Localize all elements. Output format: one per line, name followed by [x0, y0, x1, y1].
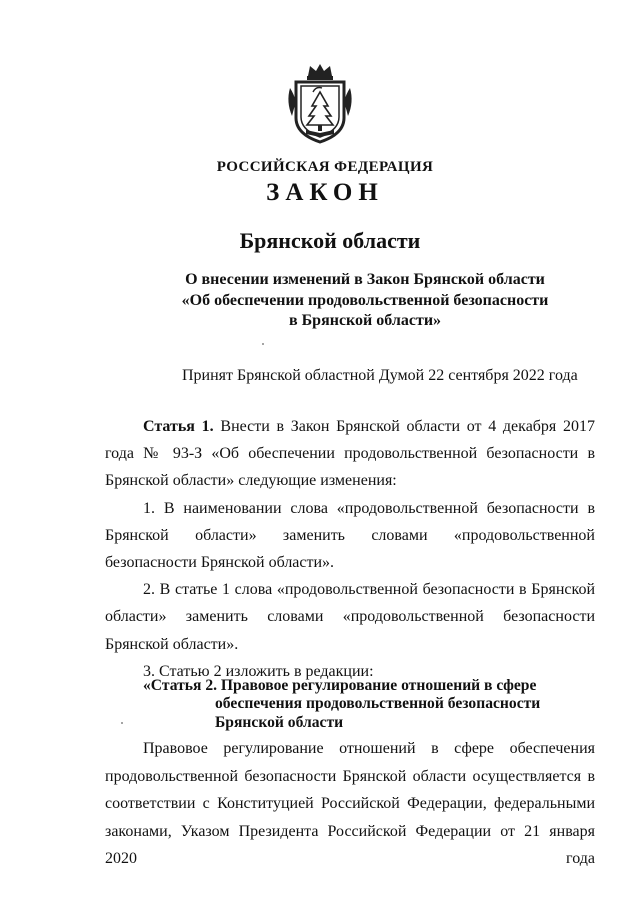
law-title-line: в Брянской области» [288, 312, 442, 329]
article-1-item: 3. Статью 2 изложить в редакции: [143, 662, 374, 680]
scan-speck [121, 722, 123, 724]
article-1 [105, 413, 595, 685]
article-1-item: 1. В наименовании слова «продовольственной безопасности в Брянской области» заменить словами «продовольственной безопасности Брянской области». [105, 499, 595, 572]
article-2-heading-rest: обеспечения продовольственной безопасности Брянской области [215, 695, 541, 731]
adoption-note: Принят Брянской областной Думой 22 сентября 2022 года [182, 367, 578, 384]
article-1-intro [105, 413, 595, 495]
article-1-intro-text: Внести в Закон Брянской области от 4 декабря 2017 года № 93-З «Об обеспечении продовольственной безопасности в Брянской области» следующие изменения: [105, 418, 596, 490]
law-title-line: О внесении изменений в Закон Брянской области [185, 271, 545, 288]
article-2-body [105, 735, 595, 873]
country-heading: РОССИЙСКАЯ ФЕДЕРАЦИЯ [216, 159, 434, 175]
article-1-item: 2. В статье 1 слова «продовольственной безопасности в Брянской области» заменить словами «продовольственной безопасности Брянской области». [105, 581, 595, 653]
region-heading: Брянской области [239, 228, 421, 253]
coat-of-arms-icon [286, 62, 354, 144]
document-type-heading: ЗАКОН [266, 179, 384, 206]
article-2-heading [143, 677, 603, 732]
law-title-line: «Об обеспечении продовольственной безопасности [181, 291, 549, 309]
article-2-body-text: Правовое регулирование отношений в сфере обеспечения продовольственной безопасности Брянской области осуществляется в соответствии с Конституцией Российской Федерации, федеральными законами, Указом Президента Российской Федерации от 21 января 2020 года [105, 740, 595, 867]
scan-speck [262, 343, 264, 345]
article-2-heading-first: «Статья 2. Правовое регулирование отношений в сфере [143, 677, 537, 694]
article-1-label: Статья 1. [143, 418, 214, 435]
law-title [150, 270, 580, 332]
